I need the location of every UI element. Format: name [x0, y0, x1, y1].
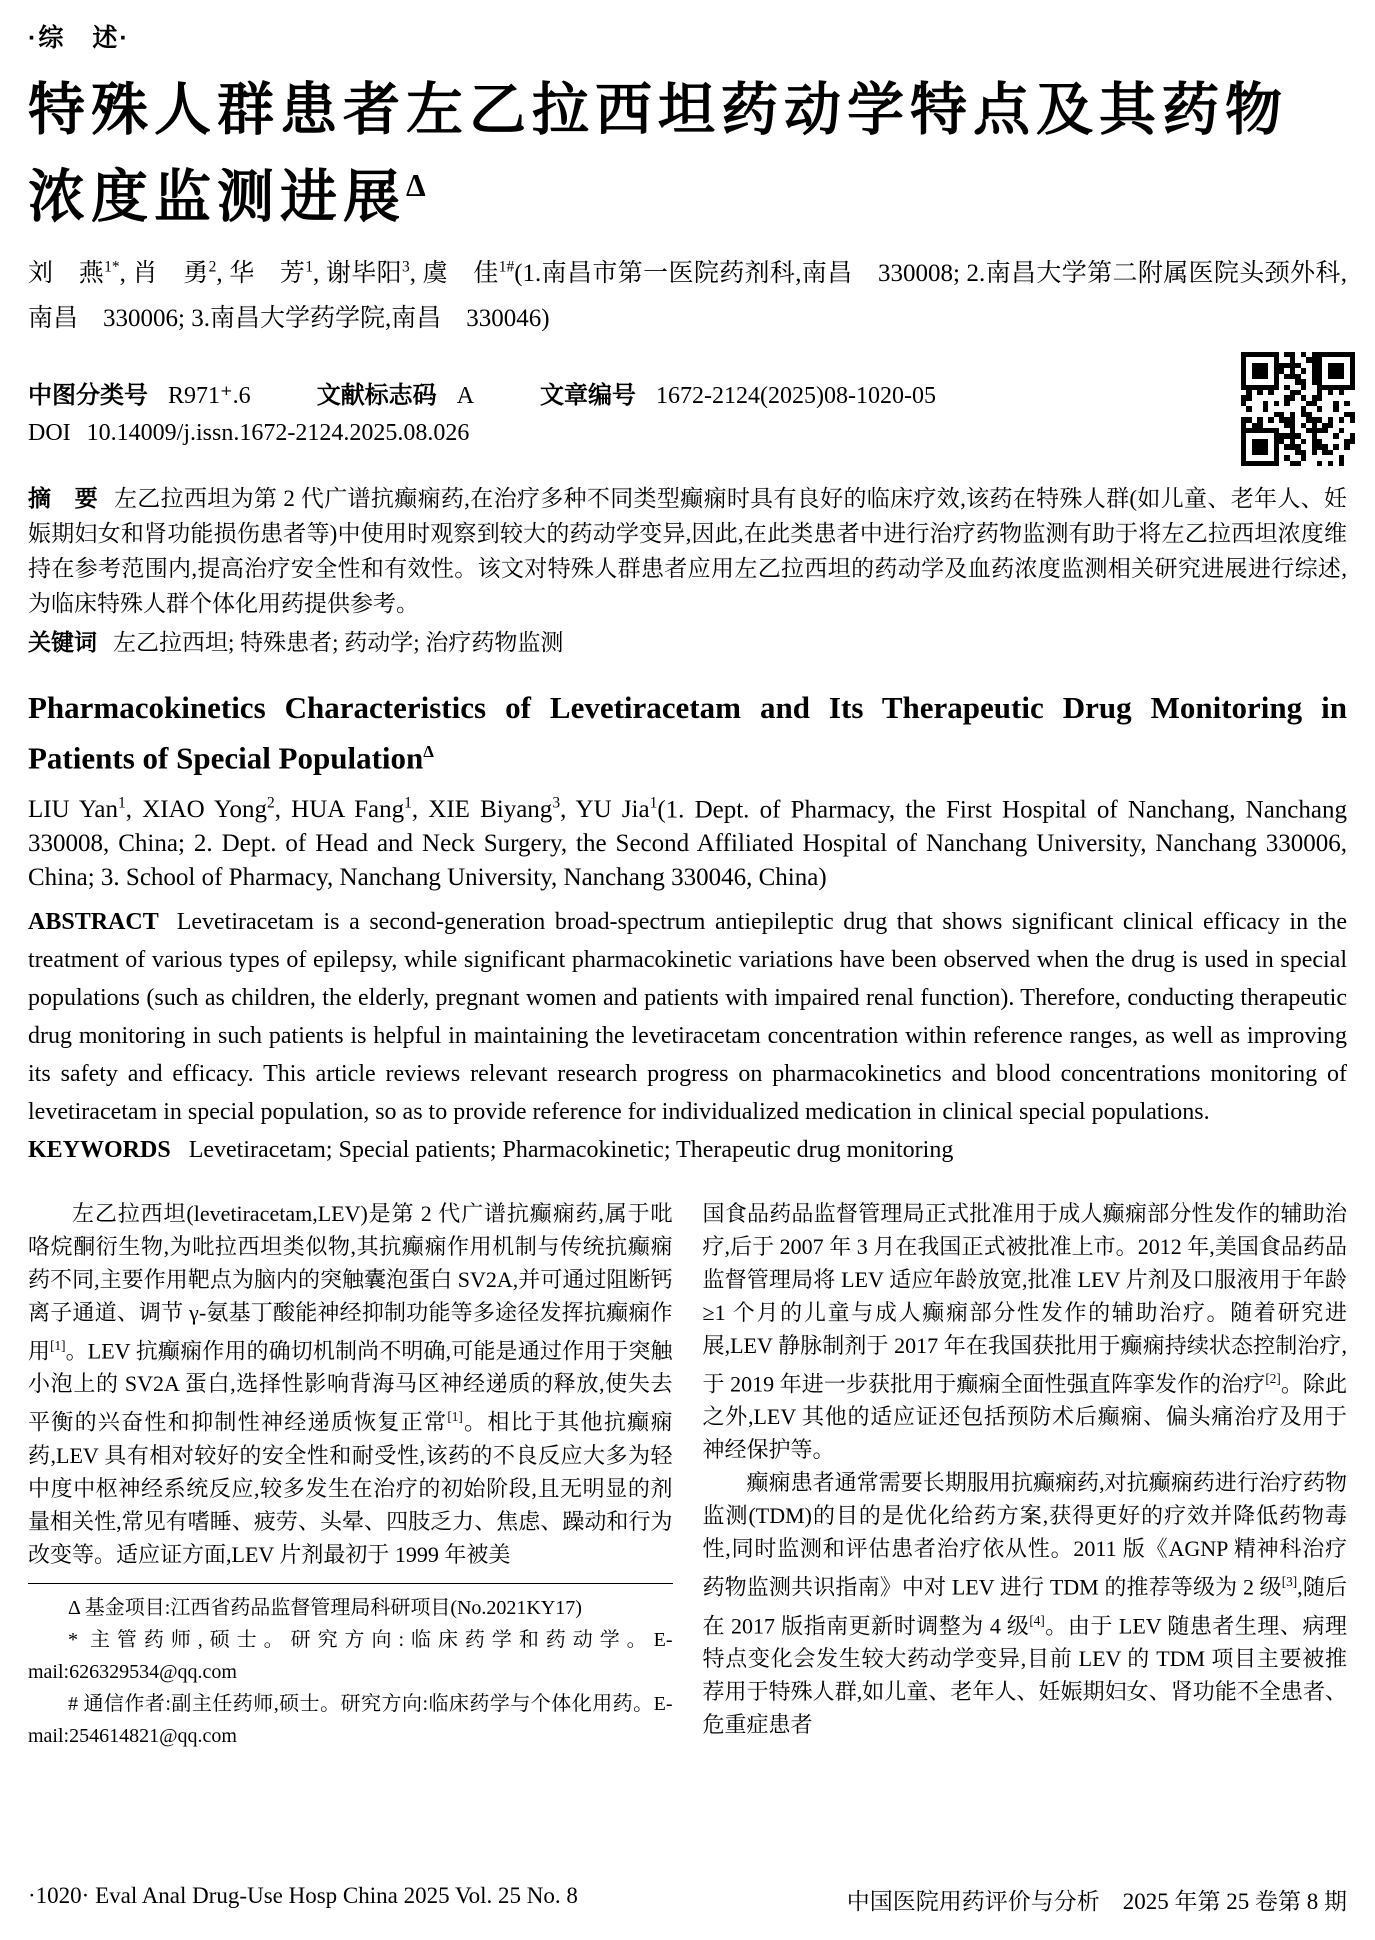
article-title-en-text: Pharmacokinetics Characteristics of Levetiracetam and Its Therapeutic Drug Monitoring in Patients of Special Population: [28, 690, 1347, 776]
keywords-cn-label: 关键词: [28, 629, 97, 656]
fund-mark: Δ: [406, 167, 426, 203]
clc-value: R971⁺.6: [168, 383, 251, 410]
keywords-cn: [28, 625, 1347, 660]
body-paragraph-1-continued: 国食品药品监督管理局正式批准用于成人癫痫部分性发作的辅助治疗,后于 2007 年 3 月在我国正式被批准上市。2012 年,美国食品药品监督管理局将 LEV 适应年龄放宽,批准 LEV 片剂及口服液用于年龄≥1 个月的儿童与成人癫痫部分性发作的辅助治疗。随着研究进展,LEV 静脉制剂于 2017 年在我国获批用于癫痫持续状态控制治疗,于 2019 年进一步获批用于癫痫全面性强直阵挛发作的治疗[2]。除此之外,LEV 其他的适应证还包括预防术后癫痫、偏头痛治疗及用于神经保护等。: [702, 1200, 1347, 1463]
document-code: [317, 375, 474, 410]
article-title-cn-line2: 浓度监测进展: [28, 165, 406, 229]
article-meta-row: [28, 375, 1347, 410]
body-columns: [28, 1197, 1347, 1752]
abstract-cn-label: 摘 要: [28, 485, 98, 512]
doi-row: [28, 420, 1347, 447]
article-title-cn-line1: 特殊人群患者左乙拉西坦药动学特点及其药物: [28, 79, 1288, 142]
abstract-en-label: ABSTRACT: [28, 908, 159, 935]
affiliations-cn: (1.南昌市第一医院药剂科,南昌 330008; 2.南昌大学第二附属医院头颈外科,南昌 330006; 3.南昌大学药学院,南昌 330046): [28, 260, 1347, 333]
keywords-cn-text: 左乙拉西坦; 特殊患者; 药动学; 治疗药物监测: [113, 630, 564, 656]
footnote-block: [28, 1583, 673, 1752]
keywords-en-label: KEYWORDS: [28, 1136, 171, 1163]
doi-label: DOI: [28, 420, 71, 447]
article-title-en: [28, 686, 1347, 780]
body-column-left: [28, 1197, 673, 1752]
page-footer: [28, 1883, 1347, 1916]
body-column-right: [703, 1197, 1348, 1752]
fund-mark-en: Δ: [423, 742, 434, 762]
abstract-en-text: Levetiracetam is a second-generation broad-spectrum antiepileptic drug that shows significant clinical efficacy in the treatment of various types of epilepsy, while significant pharmacokinetic variations have been observed when the drug is used in special populations (such as children, the elderly, pregnant women and patients with impaired renal function). Therefore, conducting therapeutic drug monitoring in such patients is helpful in maintaining the levetiracetam concentration within reference ranges, as well as improving its safety and efficacy. This article reviews relevant research progress on pharmacokinetics and blood concentrations monitoring of levetiracetam in special population, so as to provide reference for individualized medication in clinical special populations.: [28, 908, 1347, 1125]
byline-en: [28, 787, 1347, 895]
column-section-label: ·综 述·: [28, 24, 130, 52]
abstract-cn-text: 左乙拉西坦为第 2 代广谱抗癫痫药,在治疗多种不同类型癫痫时具有良好的临床疗效,该药在特殊人群(如儿童、老年人、妊娠期妇女和肾功能损伤患者等)中使用时观察到较大的药动学变异,因此,在此类患者中进行治疗药物监测有助于将左乙拉西坦浓度维持在参考范围内,提高治疗安全性和有效性。该文对特殊人群患者应用左乙拉西坦的药动学及血药浓度监测相关研究进展进行综述,为临床特殊人群个体化用药提供参考。: [28, 486, 1347, 617]
affiliations-en: (1. Dept. of Pharmacy, the First Hospital of Nanchang, Nanchang 330008, China; 2. Dept. of Head and Neck Surgery, the Second Affiliated Hospital of Nanchang University, Nanchang 330006, China; 3. School of Pharmacy, Nanchang University, Nanchang 330046, China): [28, 795, 1347, 891]
qr-code: [1241, 352, 1355, 466]
footer-journal-en: ·1020· Eval Anal Drug-Use Hosp China 2025 Vol. 25 No. 8: [28, 1883, 578, 1908]
author-list-en: LIU Yan$^1$, XIAO Yong$^2$, HUA Fang$^1$, XIE Biyang$^3$, YU Jia$^1$: [28, 794, 658, 823]
document-code-value: A: [456, 383, 475, 410]
footnote-corresponding-author: # 通信作者:副主任药师,硕士。研究方向:临床药学与个体化用药。E-mail:254614821@qq.com: [28, 1692, 673, 1747]
clc-number: [28, 375, 251, 410]
article-title-cn: [28, 68, 1347, 241]
article-id-label: 文章编号: [540, 382, 637, 410]
body-paragraph-2: 癫痫患者通常需要长期服用抗癫痫药,对抗癫痫药进行治疗药物监测(TDM)的目的是优化给药方案,获得更好的疗效并降低药物毒性,同时监测和评估患者治疗依从性。2011 版《AGNP 精神科治疗药物监测共识指南》中对 LEV 进行 TDM 的推荐等级为 2 级[3],随后在 2017 版指南更新时调整为 4 级[4]。由于 LEV 随患者生理、病理特点变化会发生较大药动学变异,目前 LEV 的 TDM 项目主要被推荐用于特殊人群,如儿童、老年人、妊娠期妇女、肾功能不全患者、危重症患者: [702, 1470, 1347, 1737]
abstract-en: [28, 903, 1347, 1131]
author-list-cn: 刘 燕$^{1*}$, 肖 勇$^2$, 华 芳$^1$, 谢毕阳$^3$, 虞 佳$^{1\#}$: [28, 258, 515, 288]
footer-journal-cn: 中国医院用药评价与分析 2025 年第 25 卷第 8 期: [846, 1889, 1347, 1914]
footnote-author: * 主管药师,硕士。研究方向:临床药学和药动学。E-mail:626329534@qq.com: [28, 1628, 673, 1683]
article-id: [540, 375, 936, 410]
keywords-en: [28, 1131, 1347, 1169]
abstract-cn: [28, 481, 1347, 621]
clc-label: 中图分类号: [28, 382, 148, 410]
doi-value: 10.14009/j.issn.1672-2124.2025.08.026: [86, 420, 470, 447]
body-paragraph-1: 左乙拉西坦(levetiracetam,LEV)是第 2 代广谱抗癫痫药,属于吡咯烷酮衍生物,为吡拉西坦类似物,其抗癫痫作用机制与传统抗癫痫药不同,主要作用靶点为脑内的突触囊泡蛋白 SV2A,并可通过阻断钙离子通道、调节 γ-氨基丁酸能神经抑制功能等多途径发挥抗癫痫作用[1]。LEV 抗癫痫作用的确切机制尚不明确,可能是通过作用于突触小泡上的 SV2A 蛋白,选择性影响背海马区神经递质的释放,使失去平衡的兴奋性和抑制性神经递质恢复正常[1]。相比于其他抗癫痫药,LEV 具有相对较好的安全性和耐受性,该药的不良反应大多为轻中度中枢神经系统反应,较多发生在治疗的初始阶段,且无明显的剂量相关性,常见有嗜睡、疲劳、头晕、四肢乏力、焦虑、躁动和行为改变等。适应证方面,LEV 片剂最初于 1999 年被美: [28, 1200, 673, 1567]
document-code-label: 文献标志码: [316, 382, 437, 410]
article-id-value: 1672-2124(2025)08-1020-05: [656, 383, 936, 410]
footnote-fund: Δ 基金项目:江西省药品监督管理局科研项目(No.2021KY17): [68, 1596, 582, 1619]
byline-cn: [28, 251, 1347, 341]
keywords-en-text: Levetiracetam; Special patients; Pharmacokinetic; Therapeutic drug monitoring: [188, 1136, 954, 1163]
